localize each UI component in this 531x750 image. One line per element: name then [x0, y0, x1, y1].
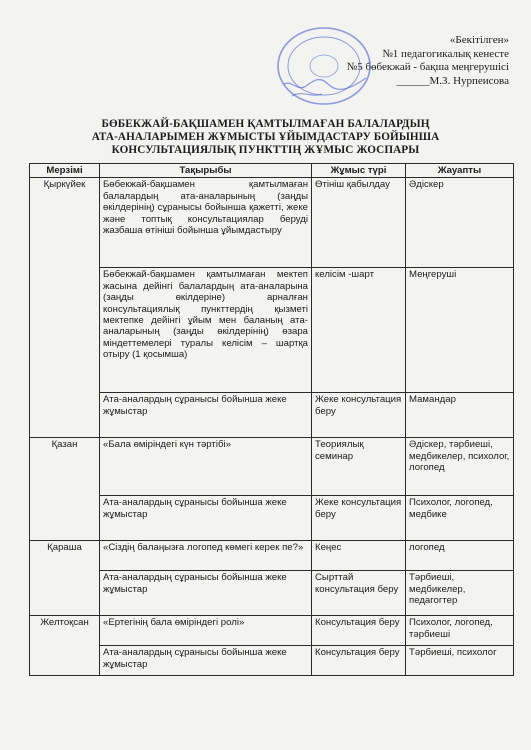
cell-responsible: Психолог, логопед, медбике	[406, 496, 514, 541]
table-row	[30, 646, 514, 676]
cell-type: Консультация беру	[312, 646, 406, 676]
cell-month: Қараша	[30, 541, 100, 616]
table-row	[30, 268, 514, 393]
approval-line-4: ______М.З. Нурпеисова	[396, 74, 509, 87]
title-line-1: БӨБЕКЖАЙ-БАҚШАМЕН ҚАМТЫЛМАҒАН БАЛАЛАРДЫҢ	[101, 118, 430, 130]
title-line-3: КОНСУЛЬТАЦИЯЛЫҚ ПУНКТТІҢ ЖҰМЫС ЖОСПАРЫ	[111, 144, 420, 156]
cell-type: Кеңес	[312, 541, 406, 571]
cell-topic: «Ертегінің бала өміріндегі ролі»	[100, 616, 312, 646]
table-header-row	[30, 164, 514, 178]
table-row	[30, 616, 514, 646]
cell-topic: Бөбекжай-бақшамен қамтылмаған мектеп жасына дейінгі балалардың ата-аналарына (заңды өкілдеріне) арналған консультациялық пункттердің қызметі мектепке дейінгі ұйым мен баланың ата-аналарының (заңды өкілдерінің) өзара міндеттемелері туралы келісім – шартқа отыру (1 қосымша)	[100, 268, 312, 393]
cell-responsible: Тәрбиеші, медбикелер, педагогтер	[406, 571, 514, 616]
cell-topic: Ата-аналардың сұранысы бойынша жеке жұмыстар	[100, 393, 312, 438]
cell-type: Жеке консультация беру	[312, 496, 406, 541]
cell-topic: «Сіздің балаңызға логопед көмегі керек пе?»	[100, 541, 312, 571]
cell-responsible: Әдіскер, тәрбиеші, медбикелер, психолог, логопед	[406, 438, 514, 496]
cell-type: Өтініш қабылдау	[312, 178, 406, 268]
table-row	[30, 393, 514, 438]
stamp-seal-image	[262, 26, 382, 116]
title-line-2: АТА-АНАЛАРЫМЕН ЖҰМЫСТЫ ҰЙЫМДАСТАРУ БОЙЫНША	[91, 131, 440, 143]
cell-responsible: Психолог, логопед, тәрбиеші	[406, 616, 514, 646]
cell-topic: Бөбекжай-бақшамен қамтылмаған балалардың ата-аналарының (заңды өкілдерінің) сұранысы бойынша қажетті, жеке және топтық консультациялар беруді жазбаша өтініші бойынша ұйымдастыру	[100, 178, 312, 268]
cell-responsible: Әдіскер	[406, 178, 514, 268]
cell-responsible: логопед	[406, 541, 514, 571]
table-row	[30, 438, 514, 496]
work-plan-table	[29, 163, 514, 676]
cell-month: Желтоқсан	[30, 616, 100, 676]
cell-type: Жеке консультация беру	[312, 393, 406, 438]
cell-month: Қазан	[30, 438, 100, 541]
cell-type: келісім -шарт	[312, 268, 406, 393]
approval-line-3: №5 бөбекжай - бақша меңгерушісі	[346, 61, 509, 73]
cell-type: Сырттай консультация беру	[312, 571, 406, 616]
cell-month: Қыркүйек	[30, 178, 100, 438]
approval-line-1: «Бекітілген»	[449, 34, 509, 46]
cell-topic: «Бала өміріндегі күн тәртібі»	[100, 438, 312, 496]
cell-responsible: Мамандар	[406, 393, 514, 438]
cell-type: Теориялық семинар	[312, 438, 406, 496]
table-row	[30, 496, 514, 541]
cell-topic: Ата-аналардың сұранысы бойынша жеке жұмыстар	[100, 496, 312, 541]
cell-topic: Ата-аналардың сұранысы бойынша жеке жұмыстар	[100, 646, 312, 676]
table-row	[30, 541, 514, 571]
cell-responsible: Тәрбиеші, психолог	[406, 646, 514, 676]
cell-responsible: Меңгеруші	[406, 268, 514, 393]
document-title	[0, 118, 531, 157]
table-row	[30, 571, 514, 616]
header-work-type: Жұмыс түрі	[312, 164, 406, 178]
header-responsible: Жауапты	[406, 164, 514, 178]
cell-topic: Ата-аналардың сұранысы бойынша жеке жұмыстар	[100, 571, 312, 616]
cell-type: Консультация беру	[312, 616, 406, 646]
approval-line-2: №1 педагогикалық кенесте	[382, 47, 509, 60]
header-period: Мерзімі	[30, 164, 100, 178]
header-topic: Тақырыбы	[100, 164, 312, 178]
table-row	[30, 178, 514, 268]
